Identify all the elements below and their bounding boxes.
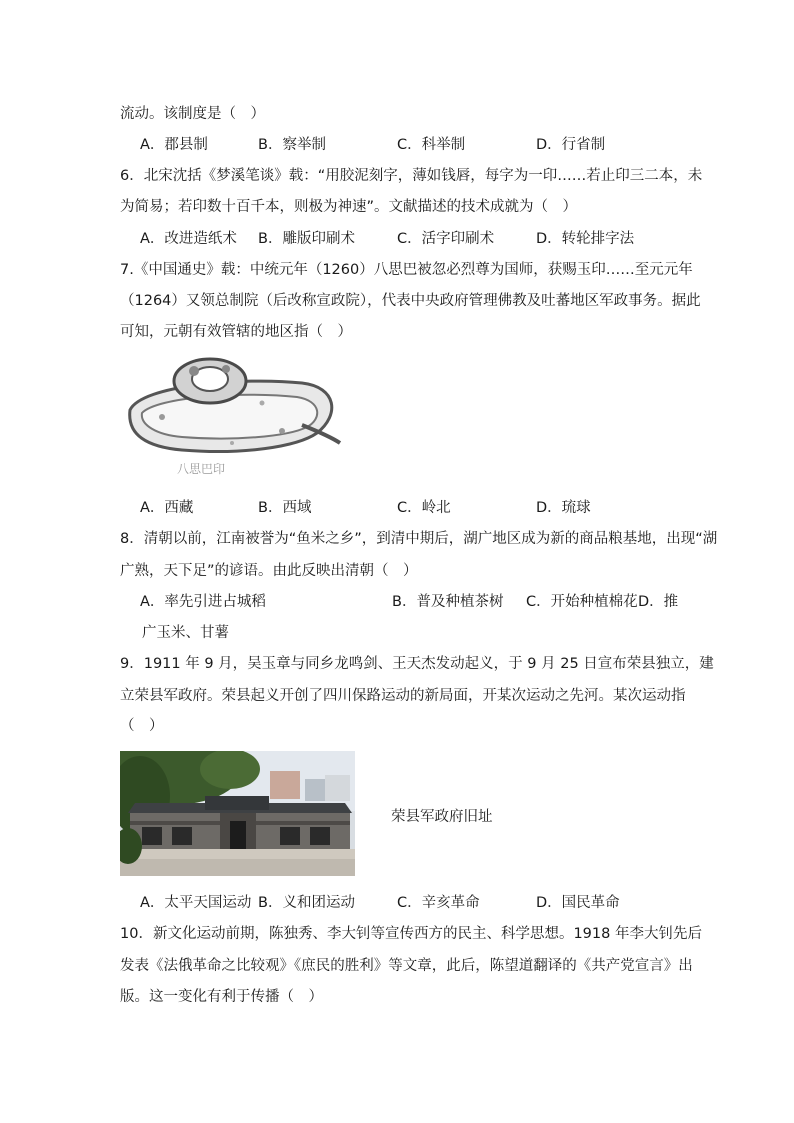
q9-text-line2: 立荣县军政府。荣县起义开创了四川保路运动的新局面，开某次运动之先河。某次运动指 (120, 688, 686, 704)
q8-text-line2: 广熟，天下足”的谚语。由此反映出清朝（ ） (120, 563, 418, 579)
q7-option-c[interactable]: C．岭北 (397, 500, 451, 516)
q5-text: 流动。该制度是（ ） (120, 106, 265, 122)
q6-option-b[interactable]: B．雕版印刷术 (258, 231, 355, 247)
seal-image (122, 355, 344, 483)
q9-option-c[interactable]: C．辛亥革命 (397, 895, 480, 911)
q7-option-a[interactable]: A．西藏 (140, 500, 194, 516)
q7-option-d[interactable]: D．琉球 (536, 500, 591, 516)
jade-seal-figure (122, 355, 344, 483)
q7-text-line1: 7.《中国通史》载：中统元年（1260）八思巴被忽必烈尊为国师，获赐玉印……至元元年 (120, 262, 693, 278)
q10-text-line1: 10．新文化运动前期，陈独秀、李大钊等宣传西方的民主、科学思想。1918 年李大钊先后 (120, 926, 702, 942)
q6-option-d[interactable]: D．转轮排字法 (536, 231, 635, 247)
q9-option-b[interactable]: B．义和团运动 (258, 895, 355, 911)
building-photo (120, 751, 355, 876)
q10-text-line2: 发表《法俄革命之比较观》《庶民的胜利》等文章，此后，陈望道翻译的《共产党宣言》出 (120, 958, 693, 974)
q10-text-line3: 版。这一变化有利于传播（ ） (120, 989, 323, 1005)
q6-text-line2: 为简易；若印数十百千本，则极为神速”。文献描述的技术成就为（ ） (120, 199, 578, 215)
q9-text-line3: （ ） (120, 718, 164, 734)
q7-option-b[interactable]: B．西域 (258, 500, 312, 516)
q8-option-b[interactable]: B．普及种植茶树 (392, 594, 504, 610)
q8-option-d-continued[interactable]: 广玉米、甘薯 (142, 625, 229, 641)
q9-option-d[interactable]: D．国民革命 (536, 895, 620, 911)
q9-text-line1: 9．1911 年 9 月，吴玉章与同乡龙鸣剑、王天杰发动起义，于 9 月 25 日宣布荣县独立，建 (120, 656, 714, 672)
q8-option-a[interactable]: A．率先引进占城稻 (140, 594, 266, 610)
q5-option-b[interactable]: B．察举制 (258, 137, 326, 153)
rongxian-government-building-photo (120, 751, 355, 876)
q7-text-line2: （1264）又领总制院（后改称宣政院），代表中央政府管理佛教及吐蕃地区军政事务。据此 (120, 293, 701, 309)
q9-option-a[interactable]: A．太平天国运动 (140, 895, 252, 911)
q5-option-d[interactable]: D．行省制 (536, 137, 606, 153)
q7-text-line3: 可知，元朝有效管辖的地区指（ ） (120, 324, 352, 340)
q8-option-c[interactable]: C．开始种植棉花 (526, 594, 638, 610)
q5-option-a[interactable]: A．郡县制 (140, 137, 208, 153)
q6-option-a[interactable]: A．改进造纸术 (140, 231, 237, 247)
q8-text-line1: 8．清朝以前，江南被誉为“鱼米之乡”，到清中期后，湖广地区成为新的商品粮基地，出现“湖 (120, 531, 718, 547)
q6-text-line1: 6．北宋沈括《梦溪笔谈》载：“用胶泥刻字，薄如钱唇，每字为一印……若止印三二本，未 (120, 168, 703, 184)
q8-option-d[interactable]: D．推 (638, 594, 679, 610)
photo-caption: 荣县军政府旧址 (391, 809, 493, 825)
seal-caption: 八思巴印 (177, 462, 226, 476)
q5-option-c[interactable]: C．科举制 (397, 137, 466, 153)
q6-option-c[interactable]: C．活字印刷术 (397, 231, 495, 247)
